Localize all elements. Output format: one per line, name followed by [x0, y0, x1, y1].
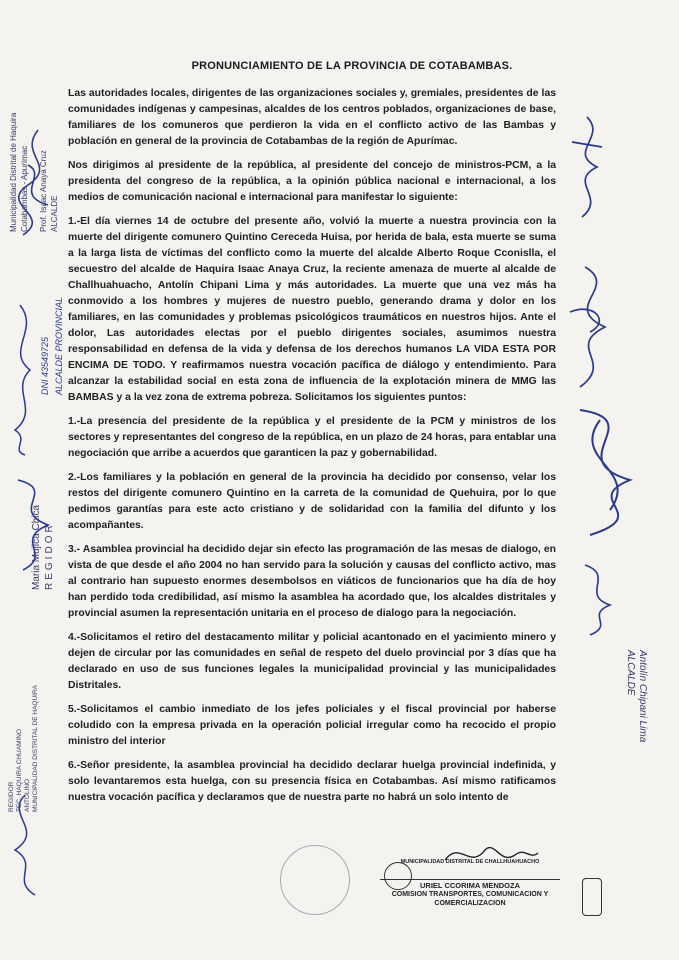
paragraph-request-1: 1.-La presencia del presidente de la república y el presidente de la PCM y ministros de los sectores y representantes del congreso de la república, en un plazo de 24 horas, para entablar una negociación que arribe a acuerdos que garanticen la paz y gobernabilidad.	[68, 416, 556, 459]
seal-right-bottom	[582, 878, 602, 916]
stamp-line: ANTOLINO	[24, 778, 31, 812]
paragraph-point-1: 1.-El día viernes 14 de octubre del presente año, volvió la muerte a nuestra provincia con la muerte del dirigente comunero Quintino Cereceda Huisa, por herida de bala, esta muerte se suma a la larga lista de víctimas del conflicto como la muerte del alcalde Alberto Roque Cconislla, el secuestro del alcalde de Haquira Isaac Anaya Cruz, la reciente amenaza de muerte al alcalde de Challhuahuacho, Antolín Chipani Lima y más autoridades. La muerte que una vez más ha conmovido a los hombres y mujeres de nuestro pueblo, generando drama y dolor en los familiares, en las comunidades y problemas psicológicos traumáticos en nuestros hijos. Ante el dolor, Las autoridades electas por el pueblo dirigentes sociales, asumimos nuestra responsabilidad en defensa de la vida y defensa de los derechos humanos LA VIDA ESTA POR ENCIMA DE TODO. Y reafirmamos nuestra vocación pacífica de diálogo y entendimiento. Para alcanzar la estabilidad social en esta zona de influencia de la explotación minera de MMG las BAMBAS y a la vez zona de extrema pobreza. Solicitamos los siguientes puntos:	[68, 216, 556, 403]
stamp-line: Cotabambas - Apurímac	[20, 145, 29, 232]
paragraph-request-2: 2.-Los familiares y la población en general de la provincia ha decidido por consenso, velar los restos del dirigente comunero Quintino en la carreta de la comunidad de Quehuira, por lo que pedimos garantías para este acto cristiano y de solidaridad con la familia del difunto y los acompañantes.	[68, 472, 556, 531]
document-title: PRONUNCIAMIENTO DE LA PROVINCIA DE COTABAMBAS.	[191, 60, 513, 72]
signature-right-top	[562, 112, 612, 222]
stamp-line: REGIDOR	[44, 522, 55, 590]
signature-left-mid-2	[8, 470, 63, 580]
signature-left-mid	[0, 300, 45, 460]
stamp-line: Municipalidad Distrital de Haquira	[9, 112, 18, 232]
stamp-line: REGIDOR	[8, 781, 15, 812]
stamp-bottom	[380, 858, 560, 908]
stamp-line: ALCALDE	[625, 650, 636, 696]
seal-bottom-left	[280, 845, 350, 915]
signature-right-large	[560, 400, 660, 540]
paragraph-address: Nos dirigimos al presidente de la república, al presidente del concejo de ministros-PCM, a la presidenta del congreso de la república, a la opinión pública nacional e internacional, a los medios de comunicación nacional e internacional para manifestar lo siguiente:	[68, 160, 556, 203]
paragraph-intro: Las autoridades locales, dirigentes de las organizaciones sociales y, gremiales, presidentes de las comunidades indígenas y campesinas, alcaldes de los centros poblados, organizaciones de base, familiares de los comuneros que perdieron la vida en el conflicto activo de las Bambas y población en general de la provincia de Cotabambas de la región de Apurímac.	[68, 88, 556, 147]
paragraph-request-3: 3.- Asamblea provincial ha decidido dejar sin efecto las programación de las mesas de dialogo, en vista de que desde el año 2004 no han servido para la solución y causas del conflicto activo, mas al contrario han supuesto enormes desembolsos en viáticos de funcionarios que ha día de hoy han perdido toda credibilidad, así mismo la asamblea ha acordado que, los alcaldes distritales y provincial asumen la representación unitaria en el proceso de dialogo para la negociación.	[68, 544, 556, 619]
document-body	[68, 86, 556, 814]
paragraph-request-6: 6.-Señor presidente, la asamblea provincial ha decidido declarar huelga provincial indefinida, y solo levantaremos esta huelga, con su presencia física en Cotabambas. Así mismo ratificamos nuestra vocación pacífica y declaramos que de nuestra parte no habrá un solo intento de	[68, 760, 556, 803]
paragraph-request-4: 4.-Solicitamos el retiro del destacamento militar y policial acantonado en el yacimiento minero y dejen de circular por las comunidades en señal de respeto del duelo provincial por 3 días que ha declarado en uso de sus funciones legales la municipalidad provincial y las municipalidades Distritales.	[68, 632, 556, 691]
stamp-line: Prof. Isaac Anaya Cruz	[39, 150, 48, 232]
stamp-bottom-name: URIEL CCORIMA MENDOZA	[380, 879, 560, 890]
stamp-right-chipani	[624, 650, 648, 742]
stamp-line: Maria Mujica Chica	[31, 504, 42, 590]
paragraph-request-5: 5.-Solicitamos el cambio inmediato de los jefes policiales y el fiscal provincial por haberse coludido con la empresa privada en la operación policial irregular como ha recocido el propio ministro del interior	[68, 704, 556, 747]
signature-left-low	[0, 790, 50, 900]
stamp-line: ALCALDE	[50, 195, 59, 232]
signature-left-top	[8, 125, 68, 245]
signature-right-small	[570, 560, 630, 640]
stamp-line: TEC. HAQUIRA CHUAMINO	[16, 728, 23, 812]
stamp-line: Antolín Chipani Lima	[637, 650, 648, 743]
signature-right-mid	[555, 262, 625, 392]
stamp-line: ALCALDE PROVINCIAL	[54, 296, 64, 395]
stamp-bottom-org: MUNICIPALIDAD DISTRITAL DE CHALLHUAHUACHO	[400, 859, 540, 865]
stamp-bottom-role: COMISION TRANSPORTES, COMUNICACION Y COMERCIALIZACION	[391, 891, 549, 907]
stamp-line: MUNICIPALIDAD DISTRITAL DE HAQUIRA	[32, 684, 39, 812]
stamp-line: DNI 43549725	[40, 336, 50, 395]
